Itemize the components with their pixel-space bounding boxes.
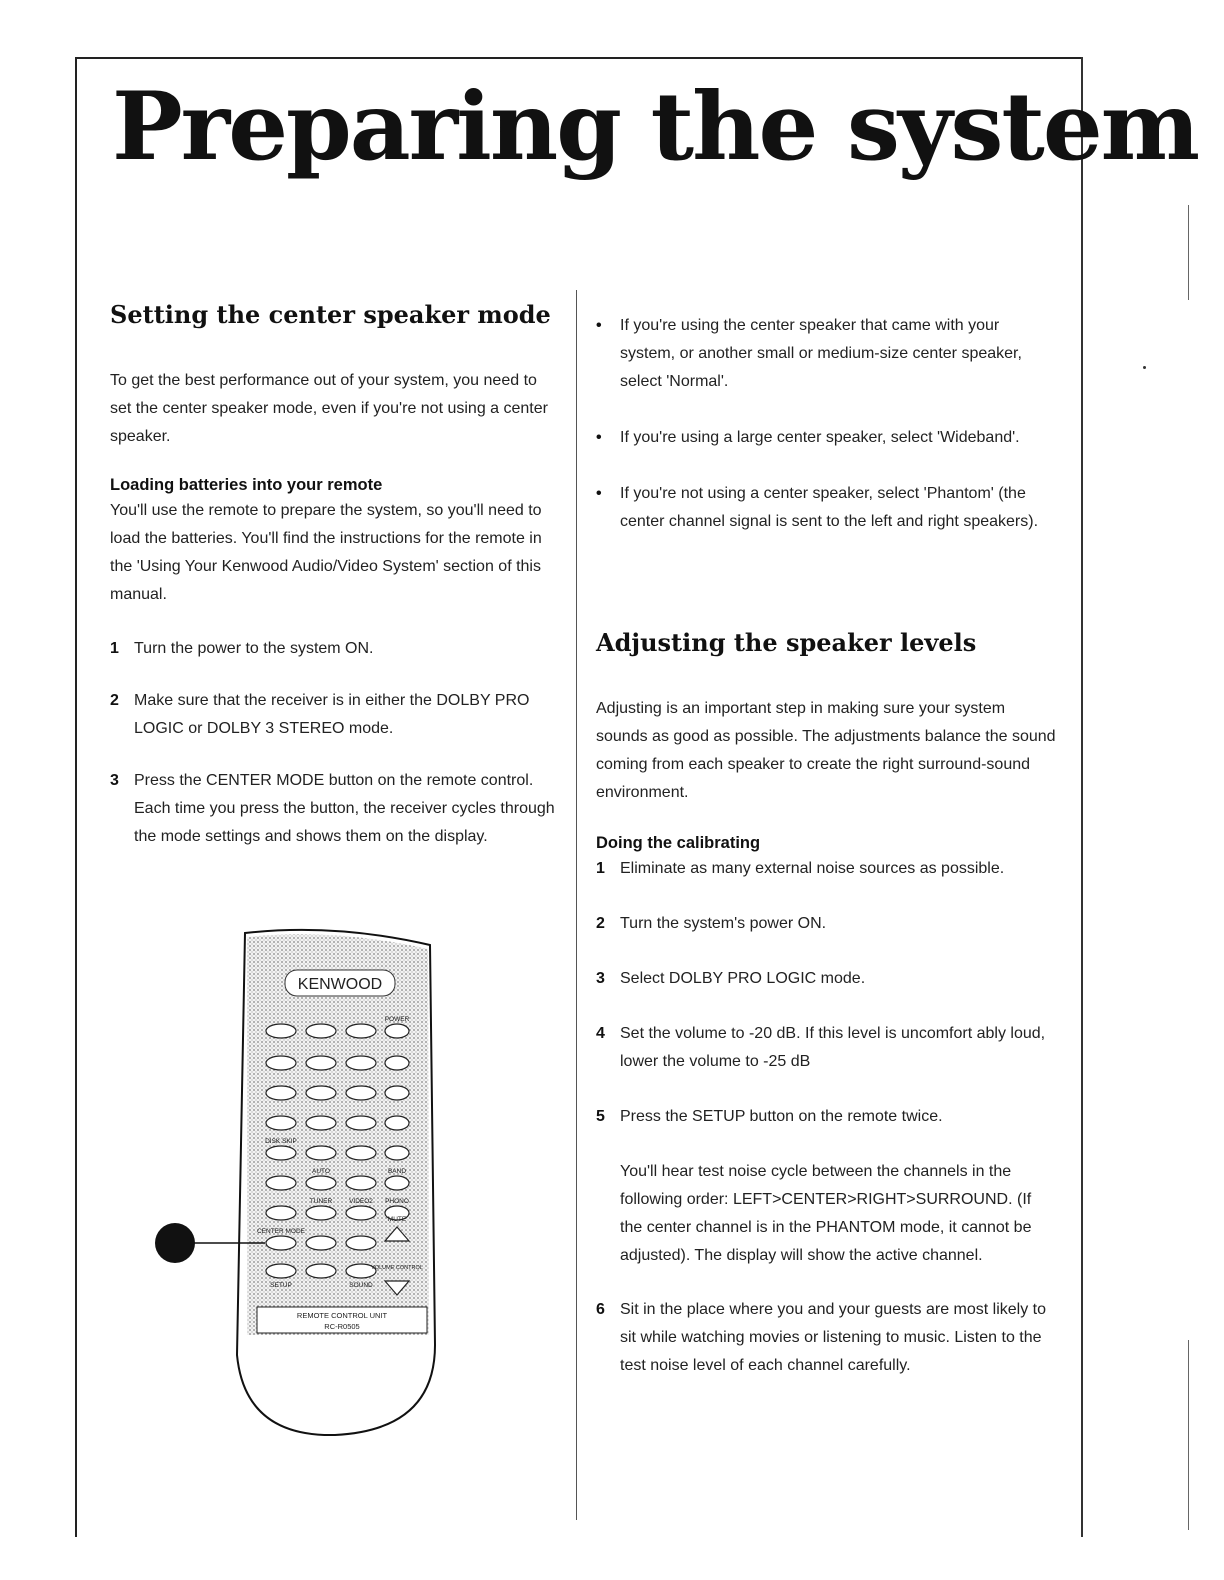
- list-item: [596, 1103, 1056, 1131]
- step-number: 5: [596, 1108, 605, 1125]
- remote-button: [266, 1264, 296, 1278]
- batteries-subheading: Loading batteries into your remote: [110, 476, 383, 494]
- bullet-icon: •: [596, 485, 602, 502]
- list-item: [596, 1020, 1056, 1076]
- remote-button: [306, 1056, 336, 1070]
- center-mode-steps: [110, 635, 560, 851]
- remote-button: [346, 1116, 376, 1130]
- remote-button: [266, 1146, 296, 1160]
- bullet-text: If you're not using a center speaker, select 'Phantom' (the center channel signal is sent to the left and right speakers).: [620, 485, 1039, 530]
- list-item: [596, 480, 1056, 536]
- tuner-label: TUNER: [309, 1198, 333, 1205]
- bullet-icon: •: [596, 429, 602, 446]
- remote-label-line2: RC-R0505: [324, 1322, 360, 1331]
- power-label: POWER: [384, 1016, 410, 1023]
- remote-button: [346, 1176, 376, 1190]
- left-column: [110, 300, 560, 851]
- disk-skip-label: DISK SKIP: [265, 1138, 297, 1145]
- bullet-icon: •: [596, 317, 602, 334]
- remote-button: [306, 1206, 336, 1220]
- step-text: Eliminate as many external noise sources as possible.: [620, 860, 1005, 877]
- step-text: Turn the power to the system ON.: [134, 640, 374, 657]
- step-number: 2: [110, 692, 119, 709]
- phono-label: PHONO: [385, 1198, 409, 1205]
- remote-button: [266, 1086, 296, 1100]
- step-text: Make sure that the receiver is in either the DOLBY PRO LOGIC or DOLBY 3 STEREO mode.: [134, 692, 530, 737]
- remote-button: [266, 1056, 296, 1070]
- step-number: 2: [596, 915, 605, 932]
- step-text: Press the SETUP button on the remote twice.: [620, 1108, 943, 1125]
- remote-button: [266, 1024, 296, 1038]
- remote-button: [385, 1056, 409, 1070]
- list-item: [596, 910, 1056, 938]
- calibrating-steps: [596, 855, 1056, 1131]
- remote-button: [346, 1056, 376, 1070]
- remote-button-center-mode: [266, 1236, 296, 1250]
- band-label: BAND: [387, 1168, 407, 1175]
- remote-button: [306, 1024, 336, 1038]
- step5-note: You'll hear test noise cycle between the channels in the following order: LEFT>CENTER>RIGHT>SURROUND. (If the center channel is in the PHANTOM mode, it cannot be adjusted). The display will show the active channel.: [620, 1163, 1032, 1264]
- step-number: 3: [596, 970, 605, 987]
- scan-edge-mark: [1188, 1340, 1189, 1530]
- remote-button: [385, 1116, 409, 1130]
- center-speaker-intro: To get the best performance out of your system, you need to set the center speaker mode, even if you're not using a center speaker.: [110, 372, 548, 445]
- step-number: 1: [596, 860, 605, 877]
- volume-label: VOLUME CONTROL: [371, 1265, 423, 1271]
- brand-logo: KENWOOD: [297, 976, 383, 993]
- remote-button: [385, 1176, 409, 1190]
- section-heading-center-speaker: Setting the center speaker mode: [110, 300, 551, 329]
- list-item: [110, 767, 560, 851]
- step-text: Press the CENTER MODE button on the remote control. Each time you press the button, the receiver cycles through the mode settings and shows them on the display.: [134, 772, 555, 845]
- remote-button: [306, 1236, 336, 1250]
- remote-button: [385, 1024, 409, 1038]
- step-number: 3: [110, 772, 119, 789]
- step-number: 1: [110, 640, 119, 657]
- scan-edge-mark: [1188, 205, 1189, 300]
- speaker-mode-options: [596, 312, 1056, 536]
- frame-left-rule: [75, 57, 77, 1537]
- page-title: Preparing the system: [112, 72, 1199, 182]
- list-item: [110, 687, 560, 743]
- remote-button: [346, 1206, 376, 1220]
- remote-button: [346, 1086, 376, 1100]
- step-text: Sit in the place where you and your guests are most likely to sit while watching movies or listening to music. Listen to the test noise level of each channel carefully.: [620, 1301, 1046, 1374]
- step-text: Set the volume to -20 dB. If this level is uncomfort ably loud, lower the volume to -25 dB: [620, 1025, 1046, 1070]
- remote-button: [346, 1024, 376, 1038]
- setup-label: SETUP: [270, 1282, 292, 1289]
- right-column: [596, 312, 1056, 1380]
- auto-label: AUTO: [312, 1168, 330, 1175]
- remote-control-drawing: [145, 925, 455, 1445]
- remote-button: [385, 1146, 409, 1160]
- frame-top-rule: [75, 57, 1082, 59]
- remote-button: [266, 1206, 296, 1220]
- video2-label: VIDEO2: [349, 1198, 373, 1205]
- bullet-text: If you're using the center speaker that came with your system, or another small or medium-size center speaker, select 'Normal'.: [620, 317, 1022, 390]
- speaker-levels-intro: Adjusting is an important step in making sure your system sounds as good as possible. The adjustments balance the sound coming from each speaker to create the right surround-sound environment.: [596, 700, 1056, 801]
- remote-button: [346, 1236, 376, 1250]
- list-item: [596, 965, 1056, 993]
- batteries-text: You'll use the remote to prepare the system, so you'll need to load the batteries. You'll find the instructions for the remote in the 'Using Your Kenwood Audio/Video System' section of this manual.: [110, 502, 542, 603]
- list-item: [596, 424, 1056, 452]
- center-mode-label: CENTER MODE: [256, 1228, 306, 1235]
- calibrating-steps-continued: [596, 1296, 1056, 1380]
- list-item: [596, 855, 1056, 883]
- frame-right-rule: [1081, 57, 1083, 1537]
- remote-button: [306, 1116, 336, 1130]
- step-number: 6: [596, 1301, 605, 1318]
- step-text: Select DOLBY PRO LOGIC mode.: [620, 970, 866, 987]
- remote-label-line1: REMOTE CONTROL UNIT: [296, 1311, 388, 1320]
- sound-label: SOUND: [349, 1282, 373, 1289]
- step-text: Turn the system's power ON.: [620, 915, 827, 932]
- list-item: [110, 635, 560, 663]
- list-item: [596, 1296, 1056, 1380]
- remote-button: [306, 1264, 336, 1278]
- step-number: 4: [596, 1025, 605, 1042]
- remote-button: [385, 1086, 409, 1100]
- bullet-text: If you're using a large center speaker, select 'Wideband'.: [620, 429, 1020, 446]
- remote-button: [346, 1146, 376, 1160]
- remote-button: [266, 1116, 296, 1130]
- column-divider: [576, 290, 577, 1520]
- scan-speck: [1143, 366, 1146, 369]
- remote-button: [306, 1176, 336, 1190]
- section-heading-speaker-levels: Adjusting the speaker levels: [596, 628, 977, 657]
- remote-button: [306, 1146, 336, 1160]
- remote-button: [266, 1176, 296, 1190]
- pointer-dot-icon: [155, 1223, 195, 1263]
- list-item: [596, 312, 1056, 396]
- remote-button: [306, 1086, 336, 1100]
- mute-label: MUTE: [387, 1216, 407, 1223]
- calibrating-subheading: Doing the calibrating: [596, 834, 761, 852]
- remote-control-illustration: [145, 925, 455, 1445]
